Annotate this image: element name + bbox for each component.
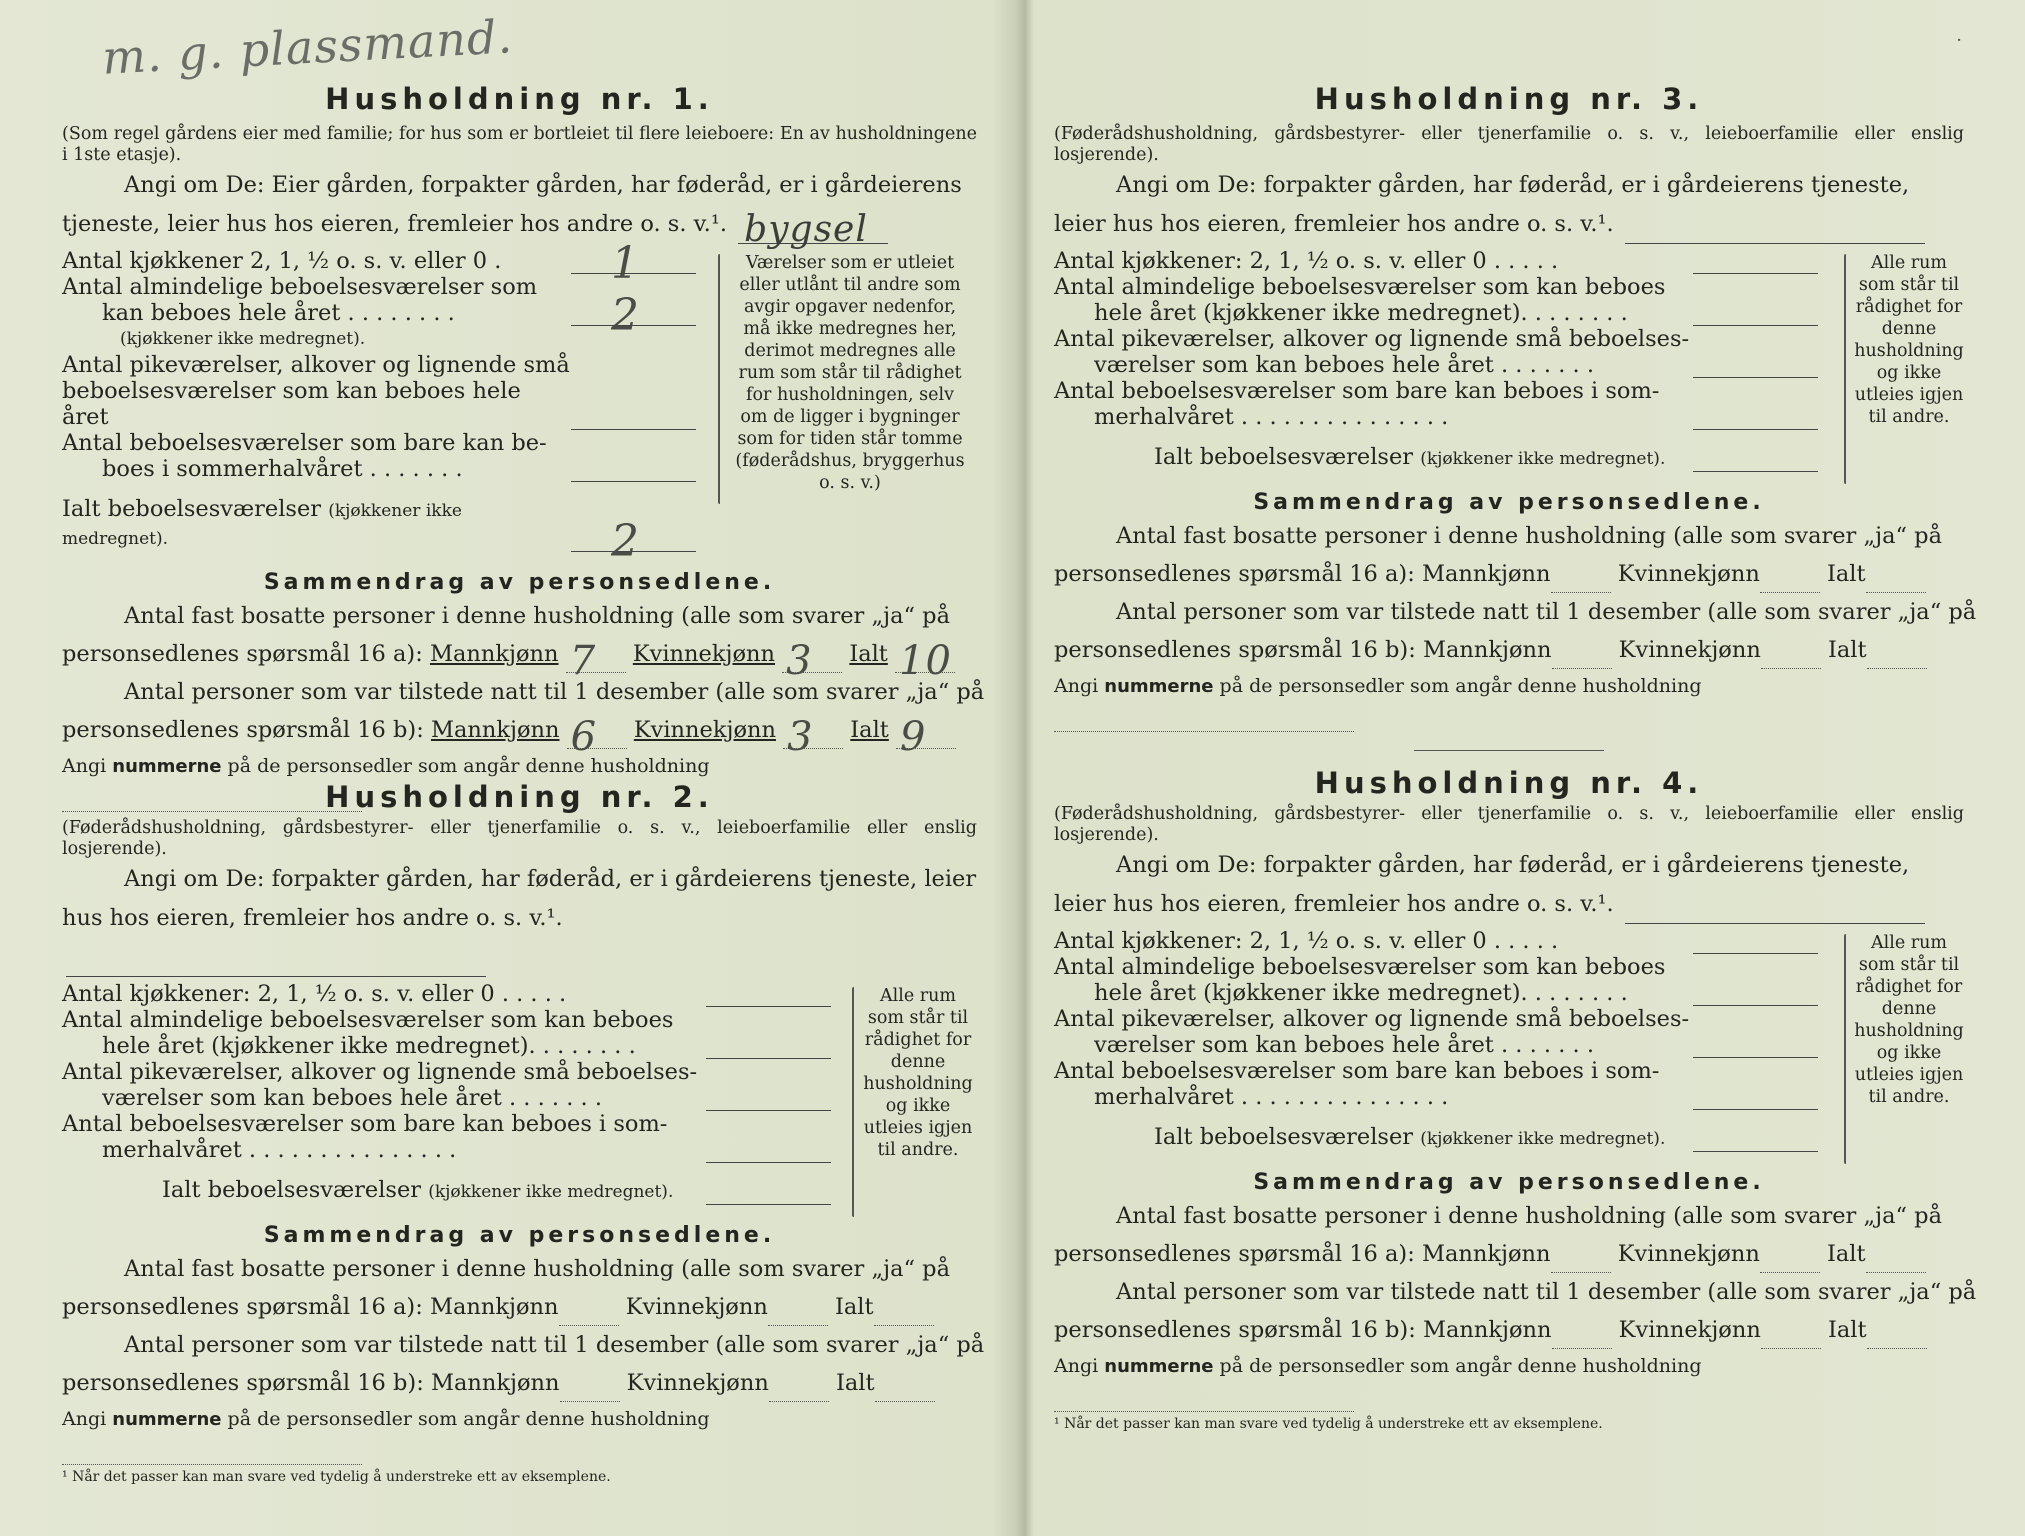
household-4-numbers-line: Angi nummerne på de personsedler som angår denne husholdning xyxy=(1054,1351,1964,1412)
side-note: Alle rum som står til rådighet for denne husholdning og ikke utleies igjen til andre. xyxy=(863,986,973,1160)
summary-16b-values: personsedlenes spørsmål 16 b): Mannkjønn Kvinnekjønn Ialt xyxy=(1054,631,1964,669)
household-1-numbers-line: Angi nummerne på de personsedler som angår denne husholdning xyxy=(62,751,977,812)
total-rooms-row: Ialt beboelsesværelser (kjøkkener ikke medregnet). 2 xyxy=(62,496,712,552)
household-1-note: (Som regel gårdens eier med familie; for hus som er bortleiet til flere leieboere: En av husholdningene i 1ste etasje). xyxy=(62,124,977,165)
summer-rooms-field[interactable] xyxy=(571,457,696,482)
male-16b-field[interactable] xyxy=(1552,644,1612,669)
kitchens-row: Antal kjøkkener: 2, 1, ½ o. s. v. eller 0 . . . . . xyxy=(1054,928,1834,954)
household-4-summary-title: Sammendrag av personsedlene. xyxy=(1253,1170,1765,1195)
total-rooms-row: Ialt beboelsesværelser (kjøkkener ikke medregnet). xyxy=(1054,444,1834,472)
summary-16b-values: personsedlenes spørsmål 16 b): Mannkjønn Kvinnekjønn Ialt xyxy=(1054,1311,1964,1349)
total-16b-field[interactable] xyxy=(875,1377,935,1402)
numbers-field[interactable] xyxy=(62,1440,362,1465)
total-16b-field[interactable] xyxy=(1867,644,1927,669)
household-3-numbers-line: Angi nummerne på de personsedler som angår denne husholdning xyxy=(1054,671,1964,732)
ordinary-rooms-note: (kjøkkener ikke medregnet). xyxy=(120,329,366,349)
female-16a-field[interactable]: 3 xyxy=(782,648,842,673)
ordinary-rooms-field[interactable] xyxy=(706,1034,831,1059)
side-bracket xyxy=(1844,934,1846,1164)
summary-16b-values: personsedlenes spørsmål 16 b): Mannkjønn 6 Kvinnekjønn 3 Ialt 9 xyxy=(62,711,977,749)
household-2-rooms xyxy=(62,981,973,1205)
household-1 xyxy=(62,82,985,812)
household-2-title: Husholdning nr. 2. xyxy=(325,780,714,814)
household-4-rooms xyxy=(1054,928,1964,1152)
ordinary-rooms-field[interactable] xyxy=(1693,981,1818,1006)
female-16b-field[interactable] xyxy=(769,1377,829,1402)
total-16b-field[interactable]: 9 xyxy=(896,724,956,749)
maid-rooms-row: Antal pikeværelser, alkover og lignende små beboelses- værelser som kan beboes hele året . . . . . . . xyxy=(1054,326,1834,378)
numbers-field[interactable] xyxy=(1054,707,1354,732)
total-16a-field[interactable] xyxy=(1866,1248,1926,1273)
household-4-title: Husholdning nr. 4. xyxy=(1314,766,1704,800)
summary-16b-lead: Antal personer som var tilstede natt til 1 desember (alle som svarer „ja“ på xyxy=(1116,1279,1977,1305)
household-3-note: (Føderådshusholdning, gårdsbestyrer- eller tjenerfamilie o. s. v., leieboerfamilie eller enslig losjerende). xyxy=(1054,124,1964,165)
summer-rooms-row: Antal beboelsesværelser som bare kan beboes i som- merhalvåret . . . . . . . . . . . . . . . xyxy=(62,1111,847,1163)
footnote: ¹ Når det passer kan man svare ved tydelig å understreke ett av eksemplene. xyxy=(1054,1416,1603,1432)
household-3-title: Husholdning nr. 3. xyxy=(1314,82,1704,116)
household-2-summary-title: Sammendrag av personsedlene. xyxy=(263,1223,776,1248)
total-rooms-field[interactable] xyxy=(706,1180,831,1205)
household-3-rooms xyxy=(1054,248,1964,472)
summer-rooms-row: Antal beboelsesværelser som bare kan beboes i som- merhalvåret . . . . . . . . . . . . . . . xyxy=(1054,1058,1834,1110)
ordinary-rooms-field[interactable] xyxy=(1693,301,1818,326)
summary-16b-lead: Antal personer som var tilstede natt til 1 desember (alle som svarer „ja“ på xyxy=(124,1332,985,1358)
summary-16b-lead: Antal personer som var tilstede natt til 1 desember (alle som svarer „ja“ på xyxy=(1116,599,1977,625)
female-16b-field[interactable]: 3 xyxy=(783,724,843,749)
household-2-occupancy-question: Angi om De: forpakter gården, har føderåd, er i gårdeierens tjeneste, leier hus hos eieren, fremleier hos andre o. s. v.¹. xyxy=(62,860,977,977)
summer-rooms-field[interactable] xyxy=(1693,405,1818,430)
total-16a-field[interactable] xyxy=(1866,568,1926,593)
section-divider xyxy=(1414,750,1604,751)
ordinary-rooms-field[interactable]: 2 xyxy=(571,301,696,326)
male-16b-field[interactable]: 6 xyxy=(567,724,627,749)
male-16a-field[interactable] xyxy=(559,1301,619,1326)
maid-rooms-field[interactable] xyxy=(706,1086,831,1111)
household-3-summary-title: Sammendrag av personsedlene. xyxy=(1253,490,1765,515)
female-16a-field[interactable] xyxy=(768,1301,828,1326)
summer-rooms-row: Antal beboelsesværelser som bare kan be- boes i sommerhalvåret . . . . . . . xyxy=(62,430,712,482)
summer-rooms-row: Antal beboelsesværelser som bare kan beboes i som- merhalvåret . . . . . . . . . . . . . . . xyxy=(1054,378,1834,430)
male-16a-field[interactable] xyxy=(1551,568,1611,593)
summer-rooms-field[interactable] xyxy=(1693,1085,1818,1110)
ordinary-rooms-row: Antal almindelige beboelsesværelser som kan beboes hele året (kjøkkener ikke medregnet). . . . . . . . xyxy=(1054,954,1834,1006)
total-rooms-row: Ialt beboelsesværelser (kjøkkener ikke medregnet). xyxy=(1054,1124,1834,1152)
household-3-occupancy-question: Angi om De: forpakter gården, har føderåd, er i gårdeierens tjeneste, leier hus hos eieren, fremleier hos andre o. s. v.¹. xyxy=(1054,166,1964,244)
kitchens-field[interactable] xyxy=(706,982,831,1007)
household-2-note: (Føderådshusholdning, gårdsbestyrer- eller tjenerfamilie o. s. v., leieboerfamilie eller enslig losjerende). xyxy=(62,818,977,859)
summary-16a-values: personsedlenes spørsmål 16 a): Mannkjønn Kvinnekjønn Ialt xyxy=(62,1288,977,1326)
summary-16b-values: personsedlenes spørsmål 16 b): Mannkjønn Kvinnekjønn Ialt xyxy=(62,1364,977,1402)
left-page xyxy=(62,0,985,1536)
female-16b-field[interactable] xyxy=(1761,644,1821,669)
side-note: Alle rum som står til rådighet for denne husholdning og ikke utleies igjen til andre. xyxy=(1854,933,1964,1107)
occupancy-answer-field[interactable] xyxy=(1625,897,1925,924)
household-3 xyxy=(1054,82,1977,751)
summary-16a-values: personsedlenes spørsmål 16 a): Mannkjønn Kvinnekjønn Ialt xyxy=(1054,555,1964,593)
household-1-summary-title: Sammendrag av personsedlene. xyxy=(263,570,776,595)
household-4-occupancy-question: Angi om De: forpakter gården, har føderåd, er i gårdeierens tjeneste, leier hus hos eieren, fremleier hos andre o. s. v.¹. xyxy=(1054,846,1964,924)
side-bracket xyxy=(1844,254,1846,484)
total-rooms-field[interactable]: 2 xyxy=(571,527,696,552)
ordinary-rooms-row: Antal almindelige beboelsesværelser som kan beboes hele året (kjøkkener ikke medregnet). . . . . . . . xyxy=(62,1007,847,1059)
maid-rooms-row: Antal pikeværelser, alkover og lignende små beboelses- værelser som kan beboes hele året . . . . . . . xyxy=(1054,1006,1834,1058)
maid-rooms-field[interactable] xyxy=(1693,353,1818,378)
footnote: ¹ Når det passer kan man svare ved tydelig å understreke ett av eksemplene. xyxy=(62,1469,611,1485)
numbers-field[interactable] xyxy=(1054,1387,1354,1412)
household-1-occupancy-question: Angi om De: Eier gården, forpakter gården, har føderåd, er i gårdeierens tjeneste, leier hus hos eieren, fremleier hos andre o. s. v.¹. bygsel xyxy=(62,172,962,250)
female-16a-field[interactable] xyxy=(1760,1248,1820,1273)
total-rooms-field[interactable] xyxy=(1693,1127,1818,1152)
page-fold xyxy=(1016,0,1034,1536)
maid-rooms-row: Antal pikeværelser, alkover og lignende små beboelsesværelser som kan beboes hele året xyxy=(62,352,712,430)
summary-16b-lead: Antal personer som var tilstede natt til 1 desember (alle som svarer „ja“ på xyxy=(124,679,985,705)
male-16a-field[interactable]: 7 xyxy=(566,648,626,673)
total-rooms-row: Ialt beboelsesværelser (kjøkkener ikke medregnet). xyxy=(62,1177,847,1205)
female-16b-field[interactable] xyxy=(1761,1324,1821,1349)
male-16b-field[interactable] xyxy=(560,1377,620,1402)
kitchens-field[interactable] xyxy=(1693,929,1818,954)
side-bracket xyxy=(852,987,854,1217)
kitchens-field[interactable] xyxy=(1693,249,1818,274)
household-2 xyxy=(62,780,985,1499)
household-1-title: Husholdning nr. 1. xyxy=(325,82,714,116)
household-2-numbers-line: Angi nummerne på de personsedler som angår denne husholdning xyxy=(62,1404,977,1465)
maid-rooms-row: Antal pikeværelser, alkover og lignende små beboelses- værelser som kan beboes hele året . . . . . . . xyxy=(62,1059,847,1111)
male-16b-field[interactable] xyxy=(1552,1324,1612,1349)
corner-mark: · xyxy=(1956,30,1962,51)
ordinary-rooms-row: Antal almindelige beboelsesværelser som kan beboes hele året . . . . . . . . 2 xyxy=(62,274,712,326)
ordinary-rooms-row: Antal almindelige beboelsesværelser som kan beboes hele året (kjøkkener ikke medregnet). . . . . . . . xyxy=(1054,274,1834,326)
summary-16a-lead: Antal fast bosatte personer i denne husholdning (alle som svarer „ja“ på xyxy=(1116,1203,1942,1229)
kitchens-row: Antal kjøkkener: 2, 1, ½ o. s. v. eller 0 . . . . . xyxy=(1054,248,1834,274)
summary-16a-values: personsedlenes spørsmål 16 a): Mannkjønn Kvinnekjønn Ialt xyxy=(1054,1235,1964,1273)
occupancy-answer-field[interactable] xyxy=(1625,217,1925,244)
right-page xyxy=(1054,0,1977,1536)
total-16a-field[interactable]: 10 xyxy=(895,648,955,673)
kitchens-row: Antal kjøkkener 2, 1, ½ o. s. v. eller 0 . 1 xyxy=(62,248,712,274)
household-4 xyxy=(1054,766,1977,1446)
side-bracket xyxy=(718,254,720,504)
male-16a-field[interactable] xyxy=(1551,1248,1611,1273)
side-note: Alle rum som står til rådighet for denne husholdning og ikke utleies igjen til andre. xyxy=(1854,253,1964,427)
maid-rooms-field[interactable] xyxy=(1693,1033,1818,1058)
household-1-rooms xyxy=(62,238,965,567)
summary-16a-lead: Antal fast bosatte personer i denne husholdning (alle som svarer „ja“ på xyxy=(124,603,950,629)
kitchens-field[interactable]: 1 xyxy=(571,249,696,274)
total-16a-field[interactable] xyxy=(874,1301,934,1326)
female-16a-field[interactable] xyxy=(1760,568,1820,593)
maid-rooms-field[interactable] xyxy=(571,405,696,430)
kitchens-row: Antal kjøkkener: 2, 1, ½ o. s. v. eller 0 . . . . . xyxy=(62,981,847,1007)
handwritten-header: m. g. plassmand. xyxy=(100,9,515,85)
occupancy-answer-field[interactable] xyxy=(66,950,486,977)
total-16b-field[interactable] xyxy=(1867,1324,1927,1349)
summary-16a-lead: Antal fast bosatte personer i denne husholdning (alle som svarer „ja“ på xyxy=(1116,523,1942,549)
occupancy-answer-field[interactable]: bygsel xyxy=(738,217,888,244)
total-rooms-field[interactable] xyxy=(1693,447,1818,472)
summer-rooms-field[interactable] xyxy=(706,1138,831,1163)
household-4-note: (Føderådshusholdning, gårdsbestyrer- eller tjenerfamilie o. s. v., leieboerfamilie eller enslig losjerende). xyxy=(1054,804,1964,845)
summary-16a-values: personsedlenes spørsmål 16 a): Mannkjønn 7 Kvinnekjønn 3 Ialt 10 xyxy=(62,635,977,673)
summary-16a-lead: Antal fast bosatte personer i denne husholdning (alle som svarer „ja“ på xyxy=(124,1256,950,1282)
side-note: Værelser som er utleiet eller utlånt til andre som avgir opgaver nedenfor, må ikke medregnes her, derimot medregnes alle rum som står til rådighet for husholdningen, selv om de ligger i bygninger som for tiden står tomme (føderådshus, bryggerhus o. s. v.) xyxy=(735,253,965,493)
